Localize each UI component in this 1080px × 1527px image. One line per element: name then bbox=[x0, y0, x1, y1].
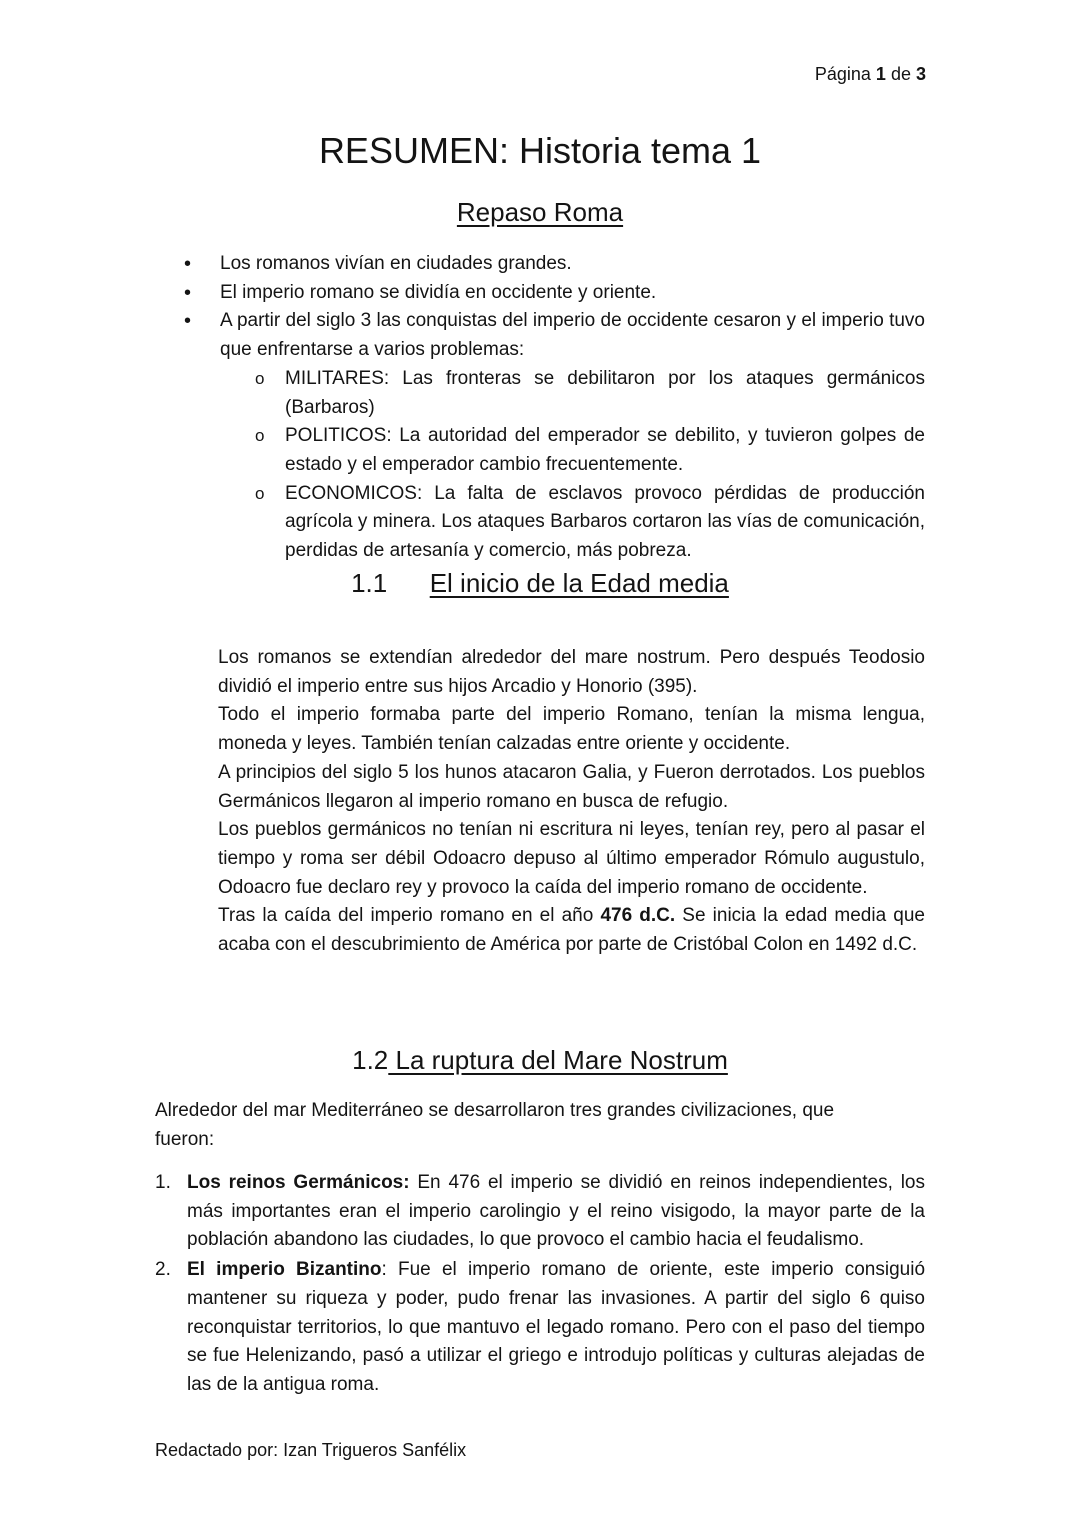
paragraph-text: Tras la caída del imperio romano en el año bbox=[218, 905, 601, 927]
section-1-number: 1.1 bbox=[351, 568, 388, 598]
bullet-text: A partir del siglo 3 las conquistas del imperio de occidente cesaron y el imperio tuvo que enfrentarse a varios problemas: bbox=[220, 310, 925, 361]
page-indicator bbox=[815, 64, 926, 85]
section-2-intro: Alrededor del mar Mediterráneo se desarrollaron tres grandes civilizaciones, que fueron: bbox=[155, 1100, 835, 1150]
page-prefix: Página bbox=[814, 64, 871, 84]
section-1-title: El inicio de la Edad media bbox=[429, 568, 729, 598]
paragraph: Los romanos se extendían alrededor del mare nostrum. Pero después Teodosio dividió el imperio entre sus hijos Arcadio y Honorio (395). bbox=[218, 647, 925, 697]
section-2-title: La ruptura del Mare Nostrum bbox=[388, 1045, 728, 1075]
paragraph: Los pueblos germánicos no tenían ni escritura ni leyes, tenían rey, pero al pasar el tiempo y roma ser débil Odoacro depuso al último emperador Rómulo augustulo, Odoacro fue declaro rey y provoco la caída del imperio romano de occidente. bbox=[218, 819, 925, 898]
page-of: de bbox=[890, 64, 911, 84]
numbered-item bbox=[155, 1169, 925, 1255]
sub-list bbox=[285, 365, 925, 566]
footer-author: Redactado por: Izan Trigueros Sanfélix bbox=[155, 1440, 467, 1460]
paragraph: A principios del siglo 5 los hunos atacaron Galia, y Fueron derrotados. Los pueblos Germánicos llegaron al imperio romano en busca de refugio. bbox=[218, 761, 925, 812]
item-title: El imperio Bizantino bbox=[187, 1259, 382, 1281]
repaso-heading bbox=[0, 197, 1080, 228]
item-text: : Fue el imperio romano de oriente, este imperio consiguió mantener su riqueza y poder, pudo frenar las invasiones. A partir del siglo 6 quiso reconquistar territorios, lo que mantuvo el legado romano. Pero con el paso del tiempo se fue Helenizando, pasó a utilizar el griego e introdujo políticas y culturas alejadas de las de la antigua roma. bbox=[187, 1259, 926, 1395]
item-number: 2. bbox=[155, 1259, 171, 1281]
item-number: 1. bbox=[155, 1172, 171, 1193]
sub-item: o MILITARES: Las fronteras se debilitaron por los ataques germánicos (Barbaros) bbox=[285, 365, 925, 422]
year-bold: 476 d.C. bbox=[600, 905, 676, 927]
item-text: En 476 el imperio se dividió en reinos independientes, los más importantes eran el imperio carolingio y el reino visigodo, la mayor parte de la población abandono las ciudades, lo que provoco el cambio hacia el feudalismo. bbox=[187, 1172, 925, 1251]
section-1-body bbox=[218, 644, 925, 960]
sub-item: o ECONOMICOS: La falta de esclavos provoco pérdidas de producción agrícola y minera. Los ataques Barbaros cortaron las vías de comunicación, perdidas de artesanía y comercio, más pobreza. bbox=[285, 480, 925, 566]
repaso-section bbox=[220, 250, 925, 566]
bullet-list bbox=[220, 250, 925, 566]
bullet-item: • Los romanos vivían en ciudades grandes. bbox=[220, 250, 925, 279]
section-2-heading bbox=[0, 1045, 1080, 1076]
paragraph bbox=[218, 902, 925, 959]
page-total: 3 bbox=[915, 64, 926, 84]
bullet-item bbox=[220, 307, 925, 565]
bullet-item: • El imperio romano se dividía en occidente y oriente. bbox=[220, 279, 925, 308]
paragraph-text: Se inicia la edad media que acaba con el descubrimiento de América por parte de Cristóbal Colon en 1492 d.C. bbox=[218, 905, 925, 956]
paragraph: Todo el imperio formaba parte del imperio Romano, tenían la misma lengua, moneda y leyes. También tenían calzadas entre oriente y occidente. bbox=[218, 704, 925, 755]
page-current: 1 bbox=[875, 64, 886, 84]
repaso-heading-text: Repaso Roma bbox=[456, 197, 624, 227]
section-2-list bbox=[155, 1169, 926, 1401]
sub-item: o POLITICOS: La autoridad del emperador se debilito, y tuvieron golpes de estado y el emperador cambio frecuentemente. bbox=[285, 422, 925, 479]
section-2-number: 1.2 bbox=[352, 1045, 389, 1075]
numbered-list bbox=[155, 1169, 926, 1400]
item-title: Los reinos Germánicos: bbox=[187, 1172, 410, 1193]
numbered-item bbox=[155, 1256, 926, 1400]
document-title: RESUMEN: Historia tema 1 bbox=[318, 130, 762, 171]
section-1-heading bbox=[0, 568, 1080, 599]
